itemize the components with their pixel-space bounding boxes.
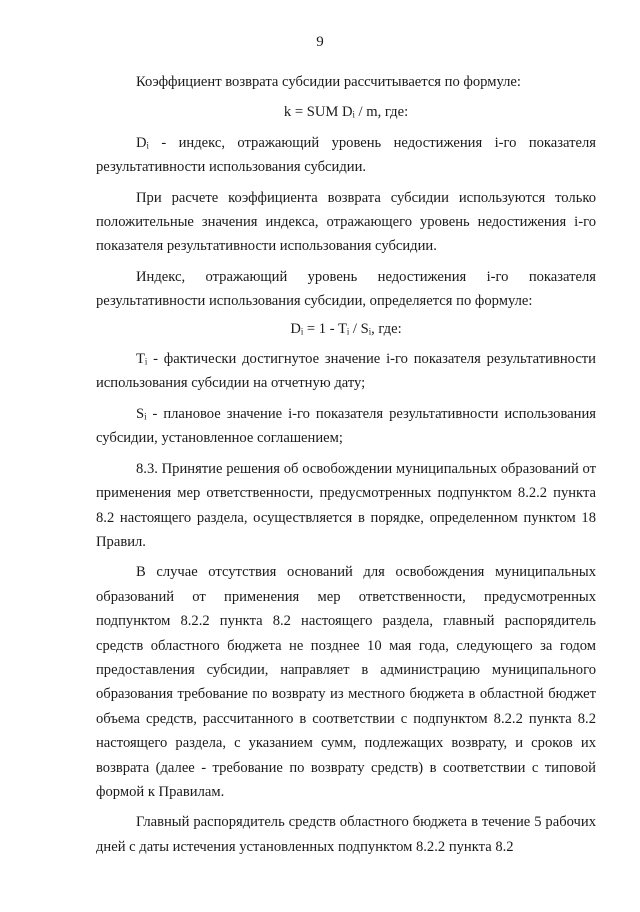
- paragraph-index-formula-intro: Индекс, отражающий уровень недостижения i-го показателя результативности использования субсидии, определяется по формуле:: [96, 268, 596, 310]
- paragraph-planned-value: Sᵢ - плановое значение i-го показателя результативности использования субсидии, установленное соглашением;: [96, 405, 596, 447]
- formula-coefficient: k = SUM Dᵢ / m, где:: [283, 104, 409, 121]
- document-body: [96, 70, 596, 859]
- page-number: 9: [316, 34, 324, 50]
- paragraph-positive-values: При расчете коэффициента возврата субсидии используются только положительные значения индекса, отражающего уровень недостижения i-го показателя результативности использования субсидии.: [96, 189, 596, 255]
- paragraph-coefficient-intro: Коэффициент возврата субсидии рассчитывается по формуле:: [136, 74, 521, 90]
- paragraph-actual-value: Tᵢ - фактически достигнутое значение i-го показателя результативности использования субсидии на отчетную дату;: [96, 351, 596, 392]
- paragraph-main-manager: Главный распорядитель средств областного бюджета в течение 5 рабочих дней с даты истечения установленных подпунктом 8.2.2 пункта 8.2: [96, 814, 596, 855]
- paragraph-8-3: 8.3. Принятие решения об освобождении муниципальных образований от применения мер ответственности, предусмотренных подпунктом 8.2.2 пункта 8.2 настоящего раздела, осуществляется в порядке, определенном пунктом 18 Правил.: [96, 460, 596, 550]
- paragraph-no-grounds: В случае отсутствия оснований для освобождения муниципальных образований от применения мер ответственности, предусмотренных подпунктом 8.2.2 пункта 8.2 настоящего раздела, главный распорядитель средств областного бюджета не позднее 10 мая года, следующего за годом предоставления субсидии, направляет в администрацию муниципального образования требование по возврату из местного бюджета в областной бюджет объема средств, рассчитанного в соответствии с подпунктом 8.2.2 пункта 8.2 настоящего раздела, с указанием сумм, подлежащих возврату, и сроков их возврата (далее - требование по возврату средств) в соответствии с типовой формой к Правилам.: [96, 564, 596, 800]
- formula-index: Dᵢ = 1 - Tᵢ / Sᵢ, где:: [290, 320, 402, 337]
- paragraph-index-definition: Dᵢ - индекс, отражающий уровень недостижения i-го показателя результативности использования субсидии.: [96, 134, 596, 176]
